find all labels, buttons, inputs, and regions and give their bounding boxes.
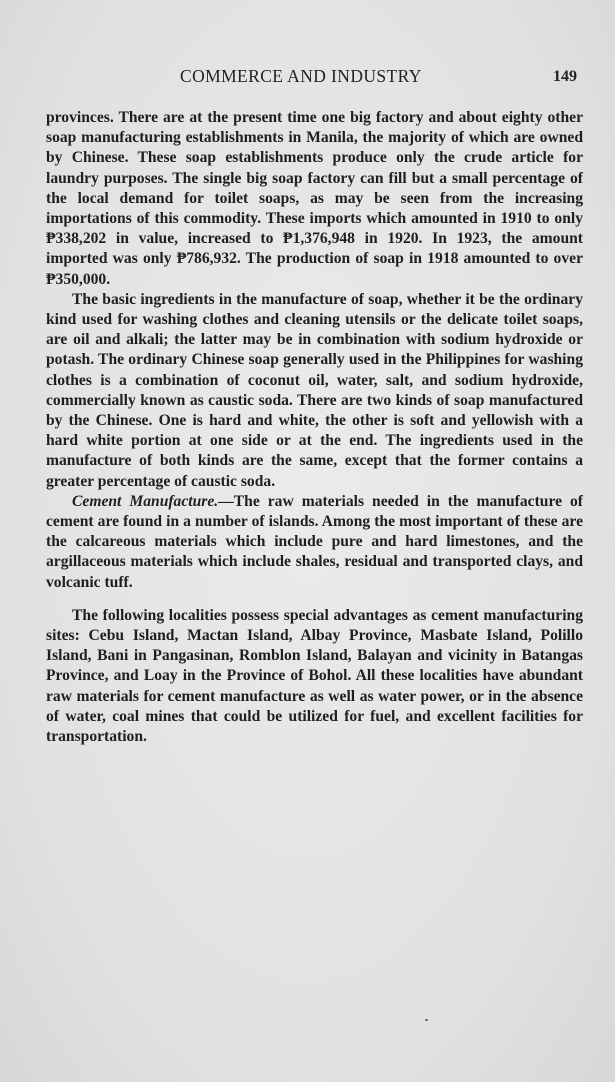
paper-speck [425,1019,428,1021]
page-number: 149 [553,68,577,85]
paragraph-soap-ingredients: The basic ingredients in the manufacture of soap, whether it be the ordinary kind used for washing clothes and cleaning utensils or the delicate toilet soaps, are oil and alkali; the latter may be in combination with sodium hydroxide or potash. The ordinary Chinese soap generally used in the Philippines for washing clothes is a combination of coconut oil, water, salt, and sodium hydroxide, commercially known as caustic soda. There are two kinds of soap manufactured by the Chinese. One is hard and white, the other is soft and yellowish with a hard white portion at one side or at the end. The ingredients used in the manufacture of both kinds are the same, except that the former contains a greater percentage of caustic soda. [46,290,583,490]
running-head: COMMERCE AND INDUSTRY [180,66,422,86]
section-heading-cement: Cement Manufacture. [72,492,219,510]
paragraph-cement-localities: The following localities possess special advantages as cement manufacturing sites: Cebu Island, Mactan Island, Albay Province, Masbate Island, Polillo Island, Bani in Pangasinan, Romblon Island, Balayan and vicinity in Batangas Province, and Loay in the Province of Bohol. All these localities have abundant raw materials for cement manufacture as well as water power, or in the absence of water, coal mines that could be utilized for fuel, and excellent facilities for transportation. [46,606,583,746]
paragraph-cement-text: —The raw materials needed in the manufacture of cement are found in a number of islands. Among the most important of these are the calcareous materials which include pure and hard limestones, and the argillaceous materials which include shales, residual and transported clays, and volcanic tuff. [46,492,583,591]
page-body [46,108,583,747]
paragraph-cement-materials [46,492,583,593]
page-header [50,66,577,90]
paragraph-soap-imports: provinces. There are at the present time one big factory and about eighty other soap manufacturing establishments in Manila, the majority of which are owned by Chinese. These soap establishments produce only the crude article for laundry purposes. The single big soap factory can fill but a small percentage of the local demand for toilet soaps, as may be seen from the increasing importations of this commodity. These imports which amounted in 1910 to only ₱338,202 in value, increased to ₱1,376,948 in 1920. In 1923, the amount imported was only ₱786,932. The production of soap in 1918 amounted to over ₱350,000. [46,109,583,288]
